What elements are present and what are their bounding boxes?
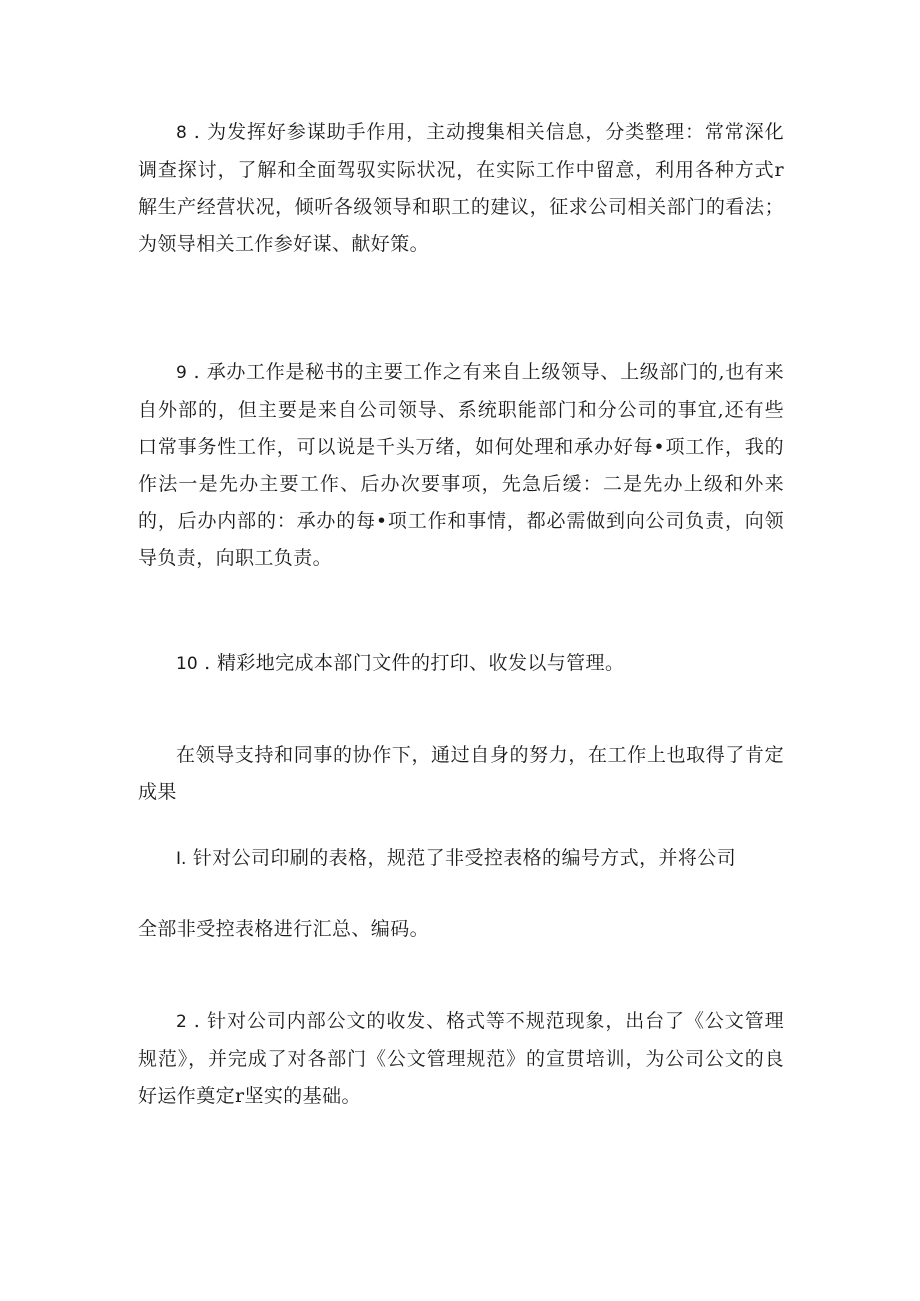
- achievement-item-1-continuation: 全部非受控表格进行汇总、编码。: [138, 918, 430, 940]
- paragraph-number: 10: [176, 654, 198, 674]
- paragraph-8: [138, 114, 784, 263]
- achievement-text: . 针对公司内部公文的收发、格式等不规范现象，出台了《公文管理规范》，并完成了对各部门《公文管理规范》的宣贯培训，为公司公文的良好运作奠定r坚实的基础。: [138, 1010, 784, 1107]
- achievement-item-2: [138, 1003, 784, 1115]
- achievement-number: I.: [176, 849, 187, 869]
- achievement-item-1: [138, 840, 784, 878]
- paragraph-text: . 为发挥好参谋助手作用，主动搜集相关信息，分类整理：常常深化调查探讨，了解和全面驾驭实际状况，在实际工作中留意，利用各种方式r解生产经营状况，倾听各级领导和职工的建议，征求公司相关部门的看法；为领导相关工作参好谋、献好策。: [138, 121, 784, 255]
- achievement-number: 2: [176, 1012, 187, 1032]
- paragraph-number: 8: [176, 123, 187, 143]
- paragraph-number: 9: [176, 363, 187, 383]
- paragraph-text: . 精彩地完成本部门文件的打印、收发以与管理。: [197, 652, 625, 674]
- paragraph-text: . 承办工作是秘书的主要工作之有来自上级领导、上级部门的,也有来自外部的，但主要是来自公司领导、系统职能部门和分公司的事宜,还有些口常事务性工作，可以说是千头万绪，如何处理和承办好每•项工作，我的作法一是先办主要工作、后办次要事项，先急后缓：二是先办上级和外来的，后办内部的：承办的每•项工作和事情，都必需做到向公司负责，向领导负责，向职工负责。: [138, 361, 784, 569]
- achievements-intro: 在领导支持和同事的协作下，通过自身的努力，在工作上也取得了肯定成果: [138, 744, 784, 803]
- paragraph-9: [138, 354, 784, 577]
- achievement-text: 针对公司印刷的表格，规范了非受控表格的编号方式，并将公司: [186, 847, 737, 869]
- paragraph-10: [138, 645, 784, 683]
